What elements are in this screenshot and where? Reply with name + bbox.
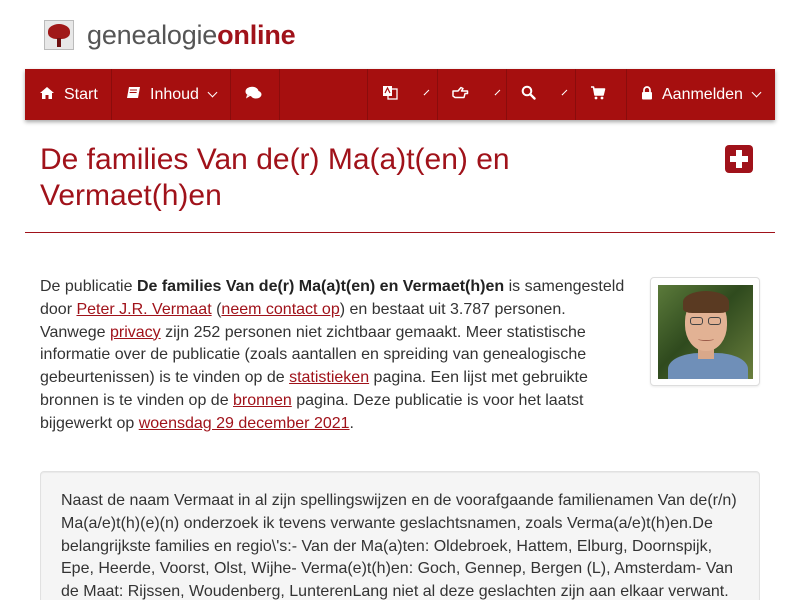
sources-link[interactable]: bronnen bbox=[233, 391, 292, 409]
publication-description: Naast de naam Vermaat in al zijn spellingswijzen en de voorafgaande familienamen Van de(r/n) Ma(a/e)t(h)(e)(n) onderzoek ik tevens verwante geslachtsnamen, zoals Verma(a/e)t(h)en.De belangrijkste families en regio\'s:- Van der Ma(a)ten: Oldebroek, Hattem, Elburg, Doornspijk, Epe, Heerde, Voorst, Olst, Wijhe- Verma(e)t(h)en: Goch, Gennep, Bergen (L), Amsterdam- Van de Maat: Rijssen, Woudenberg, LunterenLang niet al deze geslachten zijn aan elkaar verwant. bbox=[61, 492, 737, 600]
chevron-down-icon bbox=[207, 88, 217, 98]
chevron-down-icon bbox=[424, 90, 430, 96]
shopping-cart-icon bbox=[590, 86, 606, 104]
publication-title: De families Van de(r) Ma(a)t(en) en Vermaet(h)en bbox=[136, 278, 505, 295]
publication-intro: De publicatie De families Van de(r) Ma(a)t(en) en Vermaet(h)en is samengesteld door Peter J.R. Vermaat (neem contact op) en bestaat uit 3.787 personen. Vanwege privacy zijn 252 personen niet zichtbaar gemaakt. Meer statistische informatie over de publicatie (zoals aantallen en spreiding van genealogische gebeurtenissen) is te vinden op de statistieken pagina. Een lijst met gebruikte bronnen is te vinden op de bronnen pagina. Deze publicatie is voor het laatst bijgewerkt op woensdag 29 december 2021. bbox=[40, 278, 625, 432]
chevron-down-icon bbox=[562, 90, 568, 96]
main-navbar bbox=[25, 69, 775, 120]
author-link[interactable]: Peter J.R. Vermaat bbox=[76, 300, 212, 318]
author-portrait bbox=[658, 285, 753, 379]
hand-pointer-icon bbox=[452, 86, 469, 103]
nav-login-label: Aanmelden bbox=[662, 85, 743, 103]
comments-icon bbox=[245, 86, 262, 104]
nav-shop[interactable] bbox=[576, 69, 627, 120]
contact-link[interactable]: neem contact op bbox=[221, 300, 340, 318]
lock-icon bbox=[641, 86, 653, 104]
nav-language[interactable] bbox=[368, 69, 438, 120]
page-title: De families Van de(r) Ma(a)t(en) en Vermaet(h)en bbox=[40, 143, 510, 212]
site-name: genealogieonline bbox=[87, 19, 296, 50]
nav-inhoud[interactable] bbox=[112, 69, 231, 120]
last-updated-link[interactable]: woensdag 29 december 2021 bbox=[138, 414, 350, 432]
nav-share[interactable] bbox=[438, 69, 507, 120]
statistics-link[interactable]: statistieken bbox=[289, 369, 370, 387]
nav-start[interactable] bbox=[25, 69, 112, 120]
home-icon bbox=[39, 86, 55, 104]
tree-logo-icon bbox=[44, 20, 74, 50]
language-icon bbox=[382, 85, 398, 104]
search-icon bbox=[521, 85, 536, 104]
chevron-down-icon bbox=[752, 88, 762, 98]
title-divider bbox=[25, 232, 775, 233]
site-logo[interactable] bbox=[44, 18, 295, 52]
publication-description-box bbox=[40, 471, 760, 600]
privacy-link[interactable]: privacy bbox=[109, 323, 161, 341]
plus-square-button[interactable] bbox=[725, 145, 753, 173]
nav-login[interactable] bbox=[627, 69, 775, 120]
book-icon bbox=[126, 86, 141, 104]
nav-forum[interactable] bbox=[231, 69, 280, 120]
nav-start-label: Start bbox=[64, 85, 98, 103]
nav-search[interactable] bbox=[507, 69, 576, 120]
nav-inhoud-label: Inhoud bbox=[150, 85, 199, 103]
author-photo[interactable] bbox=[650, 277, 760, 386]
chevron-down-icon bbox=[495, 90, 501, 96]
